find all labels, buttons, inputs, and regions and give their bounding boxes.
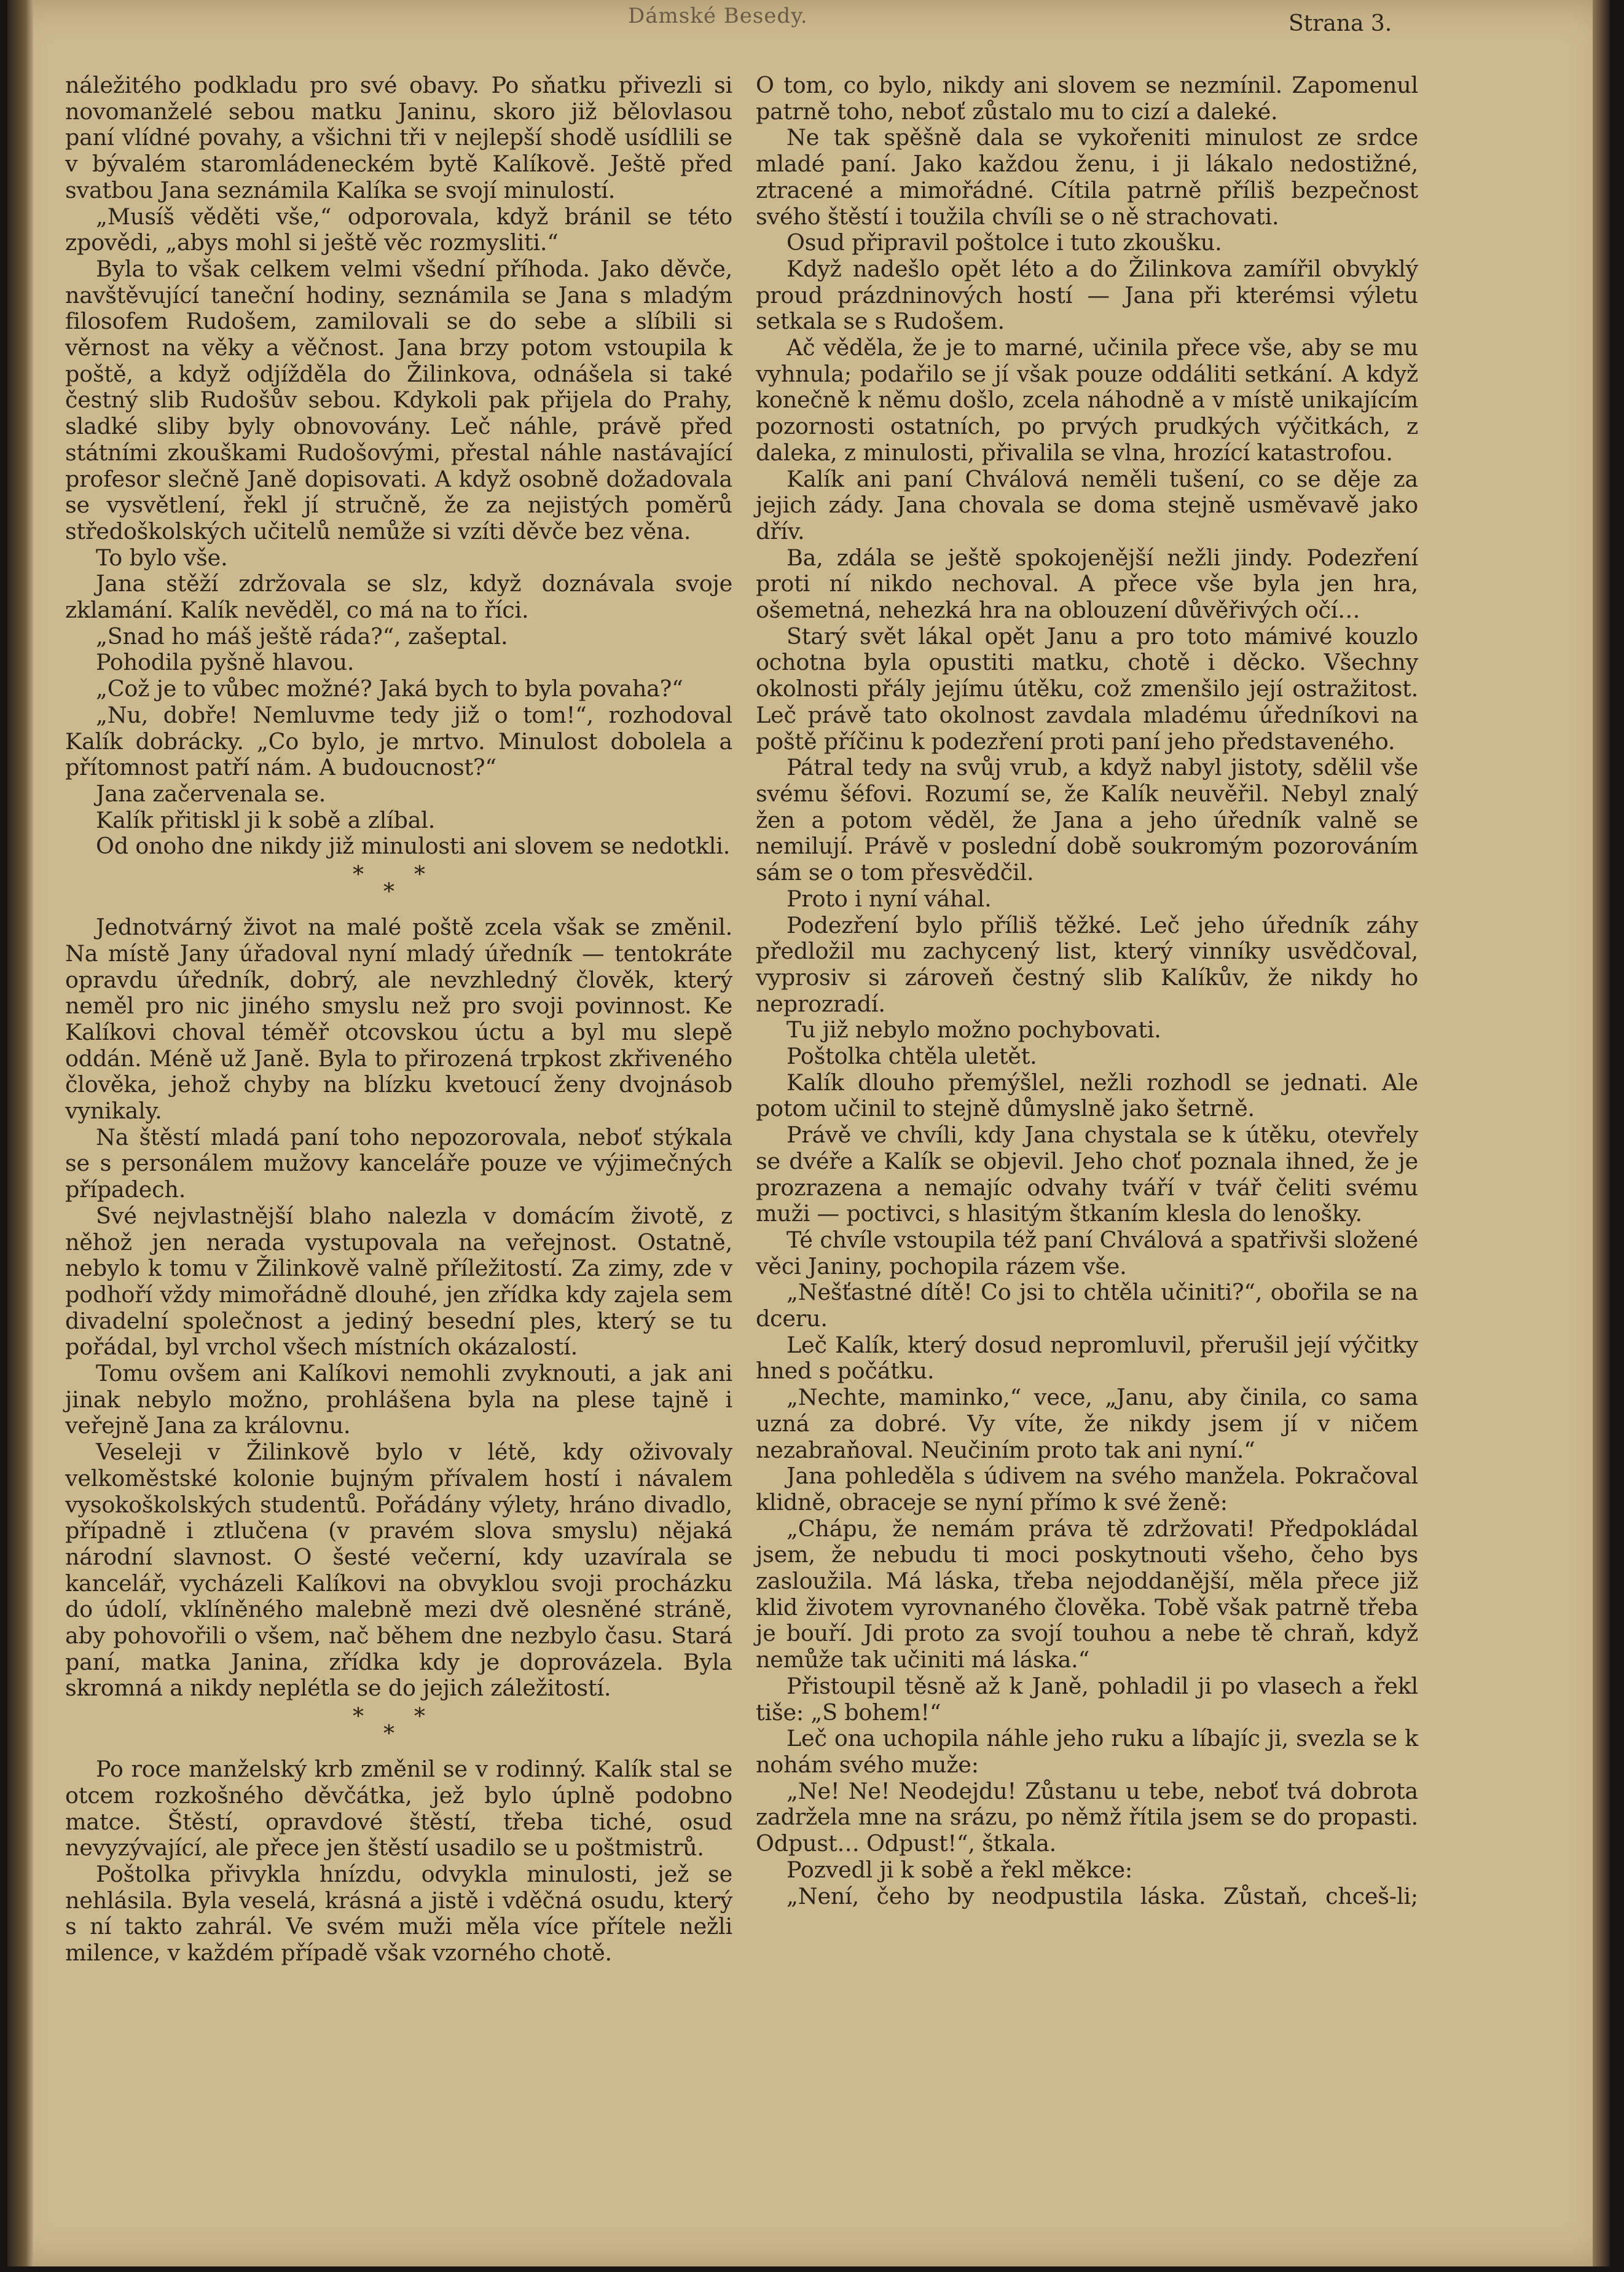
paragraph: náležitého podkladu pro své obavy. Po sňatku přivezli si novomanželé sebou matku Janinu, skoro již bělovlasou paní vlídné povahy, a všichni tři v nejlepší shodě usídlili se v bývalém staromládeneckém bytě Kalíkově. Ještě před svatbou Jana seznámila Kalíka se svojí minulostí. [65, 72, 732, 203]
paragraph: Kalík přitiskl ji k sobě a zlíbal. [96, 806, 436, 833]
paragraph: „Snad ho máš ještě ráda?“, zašeptal. [96, 623, 508, 650]
paragraph: Leč Kalík, který dosud nepromluvil, přerušil její výčitky hned s počátku. [756, 1331, 1418, 1385]
paragraph: Pohodila pyšně hlavou. [96, 649, 355, 676]
paragraph: Proto i nyní váhal. [787, 885, 992, 912]
paragraph: Veseleji v Žilinkově bylo v létě, kdy oživovaly velkoměstské kolonie bujným přívalem hostí i návalem vysokoškolských studentů. Pořádány výlety, hráno divadlo, případně i ztlučena (v pravém slova smyslu) nějaká národní slavnost. O šesté večerní, kdy uzavírala se kancelář, vycházeli Kalíkovi na obvyklou svoji procházku do údolí, vklíněného malebně mezi dvě olesněné stráně, aby pohovořili o všem, nač během dne nezbylo času. Stará paní, matka Janina, zřídka kdy je doprovázela. Byla skromná a nikdy neplétla se do jejich záležitostí. [65, 1439, 732, 1702]
asterisk: * [414, 862, 445, 888]
paragraph: Leč ona uchopila náhle jeho ruku a líbajíc ji, svezla se k nohám svého muže: [756, 1725, 1418, 1778]
paragraph: „Chápu, že nemám práva tě zdržovati! Předpokládal jsem, že nebudu ti moci poskytnouti všeho, čeho bys zasloužila. Má láska, třeba nejoddanější, měla přece již klid životem vyrovnaného člověka. Tobě však patrně třeba je bouří. Jdi proto za svojí touhou a nebe tě chraň, když nemůže tak učiniti má láska.“ [756, 1515, 1418, 1673]
paragraph: Tomu ovšem ani Kalíkovi nemohli zvyknouti, a jak ani jinak nebylo možno, prohlášena byla na plese tajně i veřejně Jana za královnu. [65, 1360, 732, 1439]
asterisk: * [353, 862, 383, 888]
paragraph: Od onoho dne nikdy již minulosti ani slovem se nedotkli. [96, 833, 731, 860]
paragraph: Pozvedl ji k sobě a řekl měkce: [787, 1856, 1133, 1883]
paragraph: Ba, zdála se ještě spokojenější nežli jindy. Podezření proti ní nikdo nechoval. A přece vše byla jen hra, ošemetná, nehezká hra na oblouzení důvěřivých očí… [756, 544, 1418, 624]
left-column [65, 73, 732, 2174]
asterisk: * [383, 1721, 414, 1747]
asterisk: * [414, 1704, 445, 1730]
page-number: Strana 3. [1289, 11, 1392, 36]
newspaper-page [7, 0, 1610, 2266]
paragraph: „Nechte, maminko,“ vece, „Janu, aby činila, co sama uzná za dobré. Vy víte, že nikdy jsem jí v ničem nezabraňoval. Neučiním proto tak ani nyní.“ [756, 1384, 1418, 1463]
paragraph: „Což je to vůbec možné? Jaká bych to byla povaha?“ [96, 675, 683, 702]
page-edge [1593, 0, 1610, 2266]
paragraph: Ne tak spěšně dala se vykořeniti minulost ze srdce mladé paní. Jako každou ženu, i ji lákalo nedostižné, ztracené a mimořádné. Cítila patrně příliš bezpečnost svého štěstí i toužila chvíli se o ně strachovati. [756, 124, 1418, 230]
binding-gutter [7, 0, 33, 2266]
paragraph: Té chvíle vstoupila též paní Chválová a spatřivši složené věci Janiny, pochopila rázem vše. [756, 1226, 1418, 1279]
paragraph: Po roce manželský krb změnil se v rodinný. Kalík stal se otcem rozkošného děvčátka, jež bylo úplně podobno matce. Štěstí, opravdové štěstí, třeba tiché, osud nevyzývající, ale přece jen štěstí usadilo se u poštmistrů. [65, 1756, 732, 1861]
paragraph: Kalík ani paní Chválová neměli tušení, co se děje za jejich zády. Jana chovala se doma stejně usměvavě jako dřív. [756, 465, 1418, 544]
paragraph: Tu již nebylo možno pochybovati. [787, 1016, 1161, 1044]
paragraph: Jednotvárný život na malé poště zcela však se změnil. Na místě Jany úřadoval nyní mladý úředník — tentokráte opravdu úředník, dobrý, ale nevzhledný člověk, který neměl pro nic jiného smyslu než pro svoji povinnost. Ke Kalíkovi choval téměř otcovskou úctu a byl mu slepě oddán. Méně už Janě. Byla to přirozená trpkost zkřiveného člověka, jehož chyby na blízku kvetoucí ženy dvojnásob vynikaly. [65, 914, 732, 1125]
paragraph: Když nadešlo opět léto a do Žilinkova zamířil obvyklý proud prázdninových hostí — Jana při kterémsi výletu setkala se s Rudošem. [756, 255, 1418, 335]
paragraph: To bylo vše. [96, 544, 228, 571]
paragraph: Jana začervenala se. [96, 780, 326, 807]
asterisk: * [383, 879, 414, 905]
asterisk: * [353, 1704, 383, 1730]
paragraph: „Musíš věděti vše,“ odporovala, když bránil se této zpovědi, „abys mohl si ještě věc rozmysliti.“ [65, 203, 732, 256]
paragraph: Přistoupil těsně až k Janě, pohladil ji po vlasech a řekl tiše: „S bohem!“ [756, 1672, 1418, 1726]
paragraph: Byla to však celkem velmi všední příhoda. Jako děvče, navštěvující taneční hodiny, seznámila se Jana s mladým filosofem Rudošem, zamilovali se do sebe a slíbili si věrnost na věky a věčnost. Jana brzy potom vstoupila k poště, a když odjížděla do Žilinkova, odnášela si také čestný slib Rudošův sebou. Kdykoli pak přijela do Prahy, sladké sliby byly obnovovány. Leč náhle, právě před státními zkouškami Rudošovými, přestal náhle nastávající profesor slečně Janě dopisovati. A když osobně dožadovala se vysvětlení, řekl jí stručně, že za nejistých poměrů středoškolských učitelů nemůže si vzíti děvče bez věna. [65, 255, 732, 544]
paragraph: Kalík dlouho přemýšlel, nežli rozhodl se jednati. Ale potom učinil to stejně důmyslně jako šetrně. [756, 1069, 1418, 1122]
paragraph: Právě ve chvíli, kdy Jana chystala se k útěku, otevřely se dvéře a Kalík se objevil. Jeho choť poznala ihned, že je prozrazena a nemajíc odvahy tváří v tvář čeliti svému muži — poctivci, s hlasitým štkaním klesla do lenošky. [756, 1122, 1418, 1227]
paragraph: „Ne! Ne! Neodejdu! Zůstanu u tebe, neboť tvá dobrota zadržela mne na srázu, po němž řítila jsem se do propasti. Odpust… Odpust!“, štkala. [756, 1777, 1418, 1857]
paragraph: Jana pohleděla s údivem na svého manžela. Pokračoval klidně, obraceje se nyní přímo k své ženě: [756, 1463, 1418, 1515]
paragraph: Pátral tedy na svůj vrub, a když nabyl jistoty, sdělil vše svému šéfovi. Rozumí se, že Kalík neuvěřil. Nebyl znalý žen a potom věděl, že Jana a jeho úředník valně se nemilují. Právě v poslední době soukromým pozorováním sám se o tom přesvědčil. [756, 754, 1418, 886]
paragraph: Své nejvlastnější blaho nalezla v domácím životě, z něhož jen nerada vystupovala na veřejnost. Ostatně, nebylo k tomu v Žilinkově valně příležitostí. Za zimy, zde v podhoří vždy mimořádně dlouhé, jen zřídka kdy zajela sem divadelní společnost a jediný besední ples, který se tu pořádal, byl vrchol všech místních okázalostí. [65, 1202, 732, 1361]
paragraph: Podezření bylo příliš těžké. Leč jeho úředník záhy předložil mu zachycený list, který vinníky usvědčoval, vyprosiv si zároveň čestný slib Kalíkův, že nikdy ho neprozradí. [756, 911, 1418, 1017]
section-separator [65, 860, 732, 914]
paragraph: O tom, co bylo, nikdy ani slovem se nezmínil. Zapomenul patrně toho, neboť zůstalo mu to cizí a daleké. [756, 72, 1418, 125]
running-header-title: Dámské Besedy. [628, 4, 808, 28]
paragraph: Poštolka přivykla hnízdu, odvykla minulosti, jež se nehlásila. Byla veselá, krásná a jistě i vděčná osudu, který s ní takto zahrál. Ve svém muži měla více přítele nežli milence, v každém případě však vzorného chotě. [65, 1861, 732, 1967]
paragraph: Osud připravil poštolce i tuto zkoušku. [787, 229, 1222, 256]
paragraph: „Nešťastné dítě! Co jsi to chtěla učiniti?“, obořila se na dceru. [756, 1279, 1418, 1332]
paragraph: Na štěstí mladá paní toho nepozorovala, neboť stýkala se s personálem mužovy kanceláře pouze ve výjimečných případech. [65, 1123, 732, 1203]
paragraph: „Nu, dobře! Nemluvme tedy již o tom!“, rozhodoval Kalík dobrácky. „Co bylo, je mrtvo. Minulost dobolela a přítomnost patří nám. A budoucnost?“ [65, 701, 732, 781]
paragraph: Ač věděla, že je to marné, učinila přece vše, aby se mu vyhnula; podařilo se jí však pouze oddáliti setkání. A když konečně k němu došlo, zcela náhodně a v místě unikajícím pozornosti ostatních, po prvých prudkých výčitkách, z daleka, z minulosti, přivalila se vlna, hrozící katastrofou. [756, 334, 1418, 466]
paragraph: „Není, čeho by neodpustila láska. Zůstaň, chceš-li; [787, 1882, 1418, 1909]
right-column [756, 73, 1418, 2174]
paragraph: Starý svět lákal opět Janu a pro toto mámivé kouzlo ochotna byla opustiti matku, chotě i děcko. Všechny okolnosti přály jejímu útěku, což zmenšilo její ostražitost. Leč právě tato okolnost zavdala mladému úředníkovi na poště příčinu k podezření proti paní jeho představeného. [756, 623, 1418, 755]
section-separator [65, 1702, 732, 1756]
paragraph: Jana stěží zdržovala se slz, když doznávala svoje zklamání. Kalík nevěděl, co má na to říci. [65, 570, 732, 624]
paragraph: Poštolka chtěla uletět. [787, 1043, 1037, 1070]
